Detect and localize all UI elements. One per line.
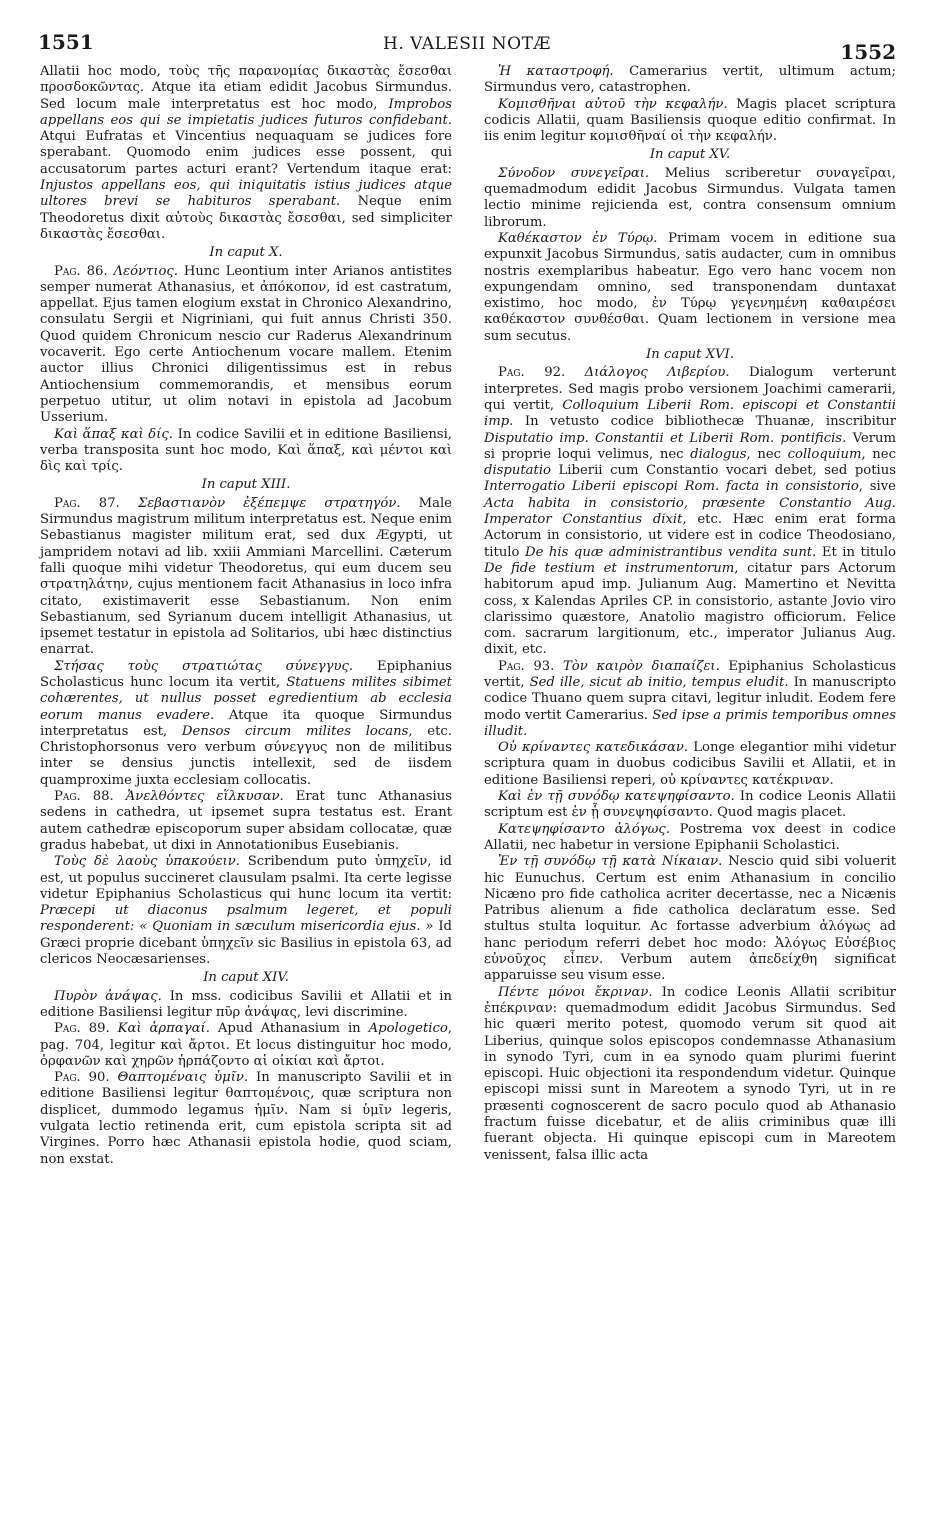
paragraph: Pag. 89. Καὶ ἁρπαγαί. Apud Athanasium in Apologetico, pag. 704, legitur καὶ ἄρτοι. Et locus distinguitur hoc modo, ὀρφανῶν καὶ χηρῶν ἡρπάζοντο αἱ οἰκίαι καὶ ἄρτοι. (40, 1021, 452, 1069)
paragraph: Allatii hoc modo, τοὺς τῆς παρανομίας δικαστὰς ἔσεσθαι προσδοκῶντας. Atque ita etiam edidit Jacobus Sirmundus. Sed locum male interpretatus est hoc modo, Improbos appellans eos qui se impietatis judices futuros confidebant. Atqui Eufratas et Vincentius nequaquam se judices fore sperabant. Quomodo enim judices esse possent, qui accusatorum partes acturi erant? Vertendum itaque erat: Injustos appellans eos, qui iniquitatis istius judices atque ultores brevi se habituros sperabant. Neque enim Theodoretus dixit αὐτοὺς δικαστὰς ἔσεσθαι, sed simpliciter δικαστὰς ἔσεσθαι. (40, 64, 452, 242)
paragraph: Pag. 86. Λεόντιος. Hunc Leontium inter Arianos antistites semper numerat Athanasius, et ἀπόκοπον, id est castratum, appellat. Ejus tamen elogium exstat in Chronico Alexandrino, consulatu Sergii et Nigriniani, qui fuit annus Christi 350. Quod quidem Chronicum nescio cur Raderus Alexandrinum vocaverit. Ego certe Antiochenum vocare mallem. Etenim auctor illius Chronici diligentissimus est in rebus Antiochensium commemorandis, et mensibus eorum perpetuo utitur, ut olim notavi in epistola ad Jacobum Usserium. (40, 263, 452, 426)
paragraph: Pag. 92. Διάλογος Λιβερίου. Dialogum verterunt interpretes. Sed magis probo versionem Joachimi camerarii, qui vertit, Colloquium Liberii Rom. episcopi et Constantii imp. In vetusto codice bibliothecæ Thuanæ, inscribitur Disputatio imp. Constantii et Liberii Rom. pontificis. Verum si proprie loqui velimus, nec dialogus, nec colloquium, nec disputatio Liberii cum Constantio vocari debet, sed potius Interrogatio Liberii episcopi Rom. facta in consistorio, sive Acta habita in consistorio, præsente Constantio Aug. Imperator Constantius dixit, etc. Hæc enim erat forma Actorum in consistorio, ut videre est in codice Theodosiano, titulo De his quæ administrantibus vendita sunt. Et in titulo De fide testium et instrumentorum, citatur pars Actorum habitorum apud imp. Julianum Aug. Mamertino et Nevitta coss, x Kalendas Apriles CP. in consistorio, astante Jovio viro clarissimo quæstore, Anatolio magistro officiorum. Felice com. sacrarum largitionum, etc., imperator Julianus Aug. dixit, etc. (484, 365, 897, 658)
paragraph: Καὶ ἅπαξ καὶ δίς. In codice Savilii et in editione Basiliensi, verba transposita sunt hoc modo, Καὶ ἅπαξ, καὶ μέντοι καὶ δὶς καὶ τρίς. (40, 426, 452, 475)
paragraph: Καθέκαστον ἐν Τύρῳ. Primam vocem in editione sua expunxit Jacobus Sirmundus, satis audacter, cum in omnibus nostris exemplaribus habeatur. Ego vero hanc vocem non expungendam omnino, sed transponendam duntaxat existimo, hoc modo, ἐν Τύρῳ γεγενημένη καθαιρέσει καθέκαστον συνθέσθαι. Quam lectionem in versione mea sum secutus. (484, 230, 896, 344)
section-heading: In caput X. (209, 245, 283, 261)
running-title: H. VALESII NOTÆ (383, 34, 551, 54)
paragraph: Ἡ καταστροφή. Camerarius vertit, ultimum actum; Sirmundus vero, catastrophen. (484, 64, 896, 96)
section-heading: In caput XIII. (201, 477, 291, 493)
paragraph: Pag. 87. Σεβαστιανὸν ἐξέπεμψε στρατηγόν. Male Sirmundus magistrum militum interpretatus est. Neque enim Sebastianus magister militum erat, sed dux Ægypti, ut jampridem notavi ad lib. xxiii Ammiani Marcellini. Cæterum falli quoque mihi videtur Theodoretus, qui eum ducem seu στρατηλάτην, cujus mentionem facit Athanasius in loco infra citato, existimaverit esse Sebastianum. Non enim Sebastianum, sed Syrianum ducem intelligit Athanasius, ut ipsemet testatur in epistola ad Solitarios, ubi hæc distinctius enarrat. (40, 495, 452, 658)
paragraph: Τοὺς δὲ λαοὺς ὑπακούειν. Scribendum puto ὑπηχεῖν, id est, ut populus succineret clausulam psalmi. Ita certe legisse videtur Epiphanius Scholasticus qui hunc locum ita vertit: Præcepi ut diaconus psalmum legeret, et populi responderent: « Quoniam in sæculum misericordia ejus. » Id Græci proprie dicebant ὑπηχεῖν sic Basilius in epistola 63, ad clericos Neocæsarienses. (40, 854, 452, 968)
page-number-right: 1552 (840, 40, 896, 64)
paragraph: Πυρὸν ἀνάψας. In mss. codicibus Savilii et Allatii et in editione Basiliensi legitur πῦρ ἀνάψας, levi discrimine. (40, 988, 452, 1020)
page-number-left: 1551 (38, 30, 94, 54)
paragraph: Pag. 93. Τὸν καιρὸν διαπαίζει. Epiphanius Scholasticus vertit, Sed ille, sicut ab initio, tempus eludit. In manuscripto codice Thuano quem supra citavi, legitur inludit. Eodem fere modo vertit Camerarius. Sed ipse a primis temporibus omnes illudit. (484, 658, 897, 739)
paragraph: Pag. 90. Θαπτομέναις ὑμῖν. In manuscripto Savilii et in editione Basiliensi legitur θαπτομένοις, quæ scriptura non displicet, dummodo legamus ἡμῖν. Nam si ὑμῖν legeris, vulgata lectio retinenda erit, cum epistola scripta sit ad Virgines. Porro hæc Athanasii epistola hodie, quod sciam, non exstat. (40, 1070, 453, 1167)
paragraph: Καὶ ἐν τῇ συνόδῳ κατεψηφίσαντο. In codice Leonis Allatii scriptum est ἐν ᾗ συνεψηφίσαντο. Quod magis placet. (484, 789, 897, 821)
right-column (484, 64, 896, 1164)
section-heading: In caput XVI. (646, 347, 734, 363)
paragraph: Κατεψηφίσαντο ἀλόγως. Postrema vox deest in codice Allatii, nec habetur in versione Epiphanii Scholastici. (484, 821, 896, 853)
paragraph: Ἐν τῇ συνόδῳ τῇ κατὰ Νίκαιαν. Nescio quid sibi voluerit hic Eunuchus. Certum est enim Athanasium in concilio Nicæno pro fide catholica acriter decertasse, nec a Nicænis Patribus alienum a fide catholica declaratum esse. Sed stultus stulta loquitur. Ac fortasse adverbium ἀλόγως ad hanc periodum referri debet hoc modo: Ἀλόγως Εὐσέβιος εὐνοῦχος εἶπεν. Verbum autem ἀπεδείχθη significat apparuisse seu visum esse. (484, 854, 897, 984)
paragraph: Pag. 88. Ἀνελθόντες εἵλκυσαν. Erat tunc Athanasius sedens in cathedra, ut ipsemet supra testatus est. Erant autem cathedræ episcoporum super absidam collocatæ, quæ gradus habebat, ut dixi in Annotationibus Eusebianis. (40, 789, 452, 853)
page-header (0, 0, 934, 64)
paragraph: Οὐ κρίναντες κατεδικάσαν. Longe elegantior mihi videtur scriptura quam in duobus codicibus Savilii et Allatii, et in editione Basiliensi reperi, οὐ κρίναντες κατέκριναν. (484, 740, 896, 788)
paragraph: Στήσας τοὺς στρατιώτας σύνεγγυς. Epiphanius Scholasticus hunc locum ita vertit, Statuens milites sibimet cohærentes, ut nullus posset egredientium ab ecclesia eorum manus evadere. Atque ita quoque Sirmundus interpretatus est, Densos circum milites locans, etc. Christophorsonus vero verbum σύνεγγυς non de militibus inter se densius junctis intellexit, sed de iisdem quamproxime juxta ecclesiam collocatis. (40, 658, 453, 788)
paragraph: Κομισθῆναι αὐτοῦ τὴν κεφαλήν. Magis placet scriptura codicis Allatii, quam Basiliensis quoque editio confirmat. In iis enim legitur κομισθῆναί οἱ τὴν κεφαλήν. (484, 96, 896, 145)
paragraph: Σύνοδον συνεγεῖραι. Melius scriberetur συναγεῖραι, quemadmodum edidit Jacobus Sirmundus. Vulgata tamen lectio minime rejicienda est, contra consensum omnium librorum. (484, 165, 896, 230)
section-heading: In caput XIV. (203, 970, 289, 986)
paragraph: Πέντε μόνοι ἔκριναν. In codice Leonis Allatii scribitur ἐπέκριναν: quemadmodum edidit Jacobus Sirmundus. Sed hic quæri merito potest, quomodo verum sit quod ait Liberius, quinque solos episcopos condemnasse Athanasium in synodo Tyri, cum in ea synodo quam plurimi fuerint episcopi. Huic objectioni ita respondendum videtur. Quinque episcopi missi sunt in Mareotem a synodo Tyri, ut in re præsenti cognoscerent de sacro poculo quod ab Athanasio fractum fuisse dicebatur, et de aliis criminibus quæ illi fuerant objecta. Hi quinque episcopi cum in Mareotem venissent, falsa illic acta (484, 984, 896, 1163)
section-heading: In caput XV. (649, 147, 731, 163)
left-column (40, 64, 452, 1168)
